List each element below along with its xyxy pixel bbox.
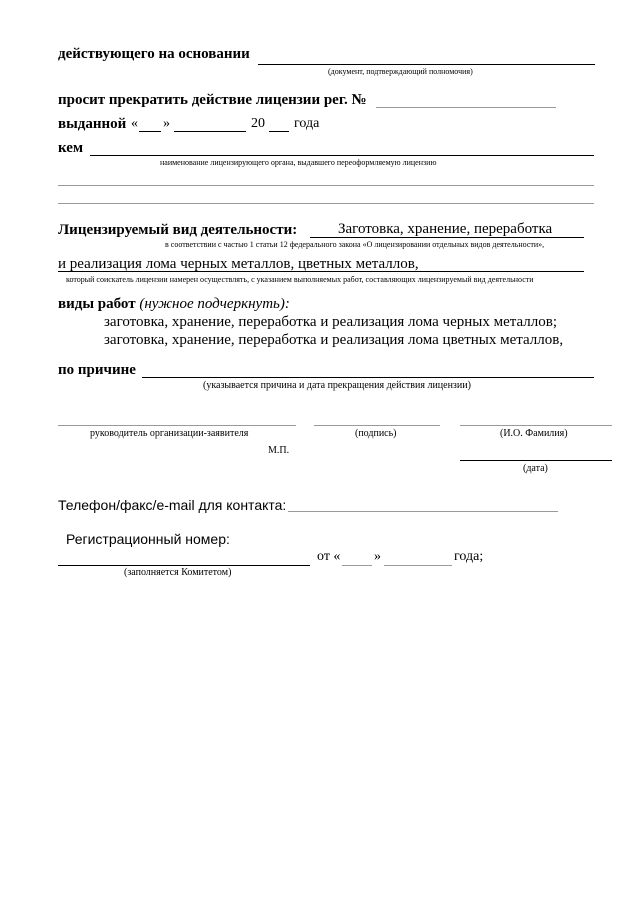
- work-types-heading: [58, 296, 290, 313]
- issued-close-quote: »: [163, 116, 170, 131]
- head-field[interactable]: [58, 425, 296, 426]
- contact-label: Телефон/факс/e-mail для контакта:: [58, 497, 287, 513]
- issued-open-quote: «: [131, 116, 138, 131]
- date-caption: (дата): [523, 463, 548, 474]
- by-whom-caption: наименование лицензирующего органа, выдавшего переоформляемую лицензию: [160, 158, 437, 167]
- name-caption: (И.О. Фамилия): [500, 428, 568, 439]
- registration-close-quote: »: [374, 549, 381, 564]
- contact-field[interactable]: [288, 511, 558, 512]
- work-type-nonferrous[interactable]: заготовка, хранение, переработка и реализация лома цветных металлов,: [104, 332, 564, 348]
- signature-caption: (подпись): [355, 428, 397, 439]
- issued-year-field[interactable]: [269, 131, 289, 132]
- work-types-hint: (нужное подчеркнуть):: [139, 296, 290, 312]
- basis-field[interactable]: [258, 64, 595, 65]
- activity-caption2: который соискатель лицензии намерен осуществлять, с указанием выполняемых работ, составляющих лицензируемый вид деятельности: [66, 275, 534, 284]
- issued-day-field[interactable]: [139, 131, 161, 132]
- license-number-field[interactable]: [376, 107, 556, 108]
- head-caption: руководитель организации-заявителя: [90, 428, 249, 439]
- signature-field[interactable]: [314, 425, 440, 426]
- stamp-label: М.П.: [268, 445, 290, 456]
- reason-field[interactable]: [142, 377, 594, 378]
- by-whom-label: кем: [58, 140, 84, 156]
- issued-month-field[interactable]: [174, 131, 246, 132]
- activity-label: Лицензируемый вид деятельности:: [58, 222, 298, 238]
- registration-from-label: от «: [317, 549, 341, 564]
- name-field[interactable]: [460, 425, 612, 426]
- date-field[interactable]: [460, 460, 612, 461]
- by-whom-field-extra-2[interactable]: [58, 203, 594, 204]
- activity-value-line2: и реализация лома черных металлов, цветных металлов,: [58, 256, 419, 272]
- by-whom-field[interactable]: [90, 155, 594, 156]
- issued-year-suffix: года: [294, 116, 320, 131]
- issued-year-prefix: 20: [251, 116, 265, 131]
- request-label: просит прекратить действие лицензии рег. №: [58, 92, 367, 108]
- activity-field-line1[interactable]: [310, 237, 584, 238]
- work-types-label: виды работ: [58, 296, 136, 312]
- registration-number-field[interactable]: [58, 565, 310, 566]
- reason-caption: (указывается причина и дата прекращения действия лицензии): [203, 380, 471, 391]
- activity-caption1: в соответствии с частью 1 статьи 12 федерального закона «О лицензировании отдельных видов деятельности»,: [165, 240, 545, 249]
- registration-month-field[interactable]: [384, 565, 452, 566]
- work-type-ferrous[interactable]: заготовка, хранение, переработка и реализация лома черных металлов;: [104, 314, 557, 330]
- activity-field-line2[interactable]: [58, 271, 584, 272]
- by-whom-field-extra-1[interactable]: [58, 185, 594, 186]
- registration-label: Регистрационный номер:: [66, 531, 230, 547]
- registration-day-field[interactable]: [342, 565, 372, 566]
- registration-caption: (заполняется Комитетом): [124, 567, 232, 578]
- issued-label: выданной: [58, 116, 127, 132]
- basis-label: действующего на основании: [58, 46, 250, 62]
- registration-year-suffix: года;: [454, 549, 484, 564]
- activity-value-line1: Заготовка, хранение, переработка: [338, 221, 553, 237]
- reason-label: по причине: [58, 362, 136, 378]
- basis-caption: (документ, подтверждающий полномочия): [328, 67, 473, 76]
